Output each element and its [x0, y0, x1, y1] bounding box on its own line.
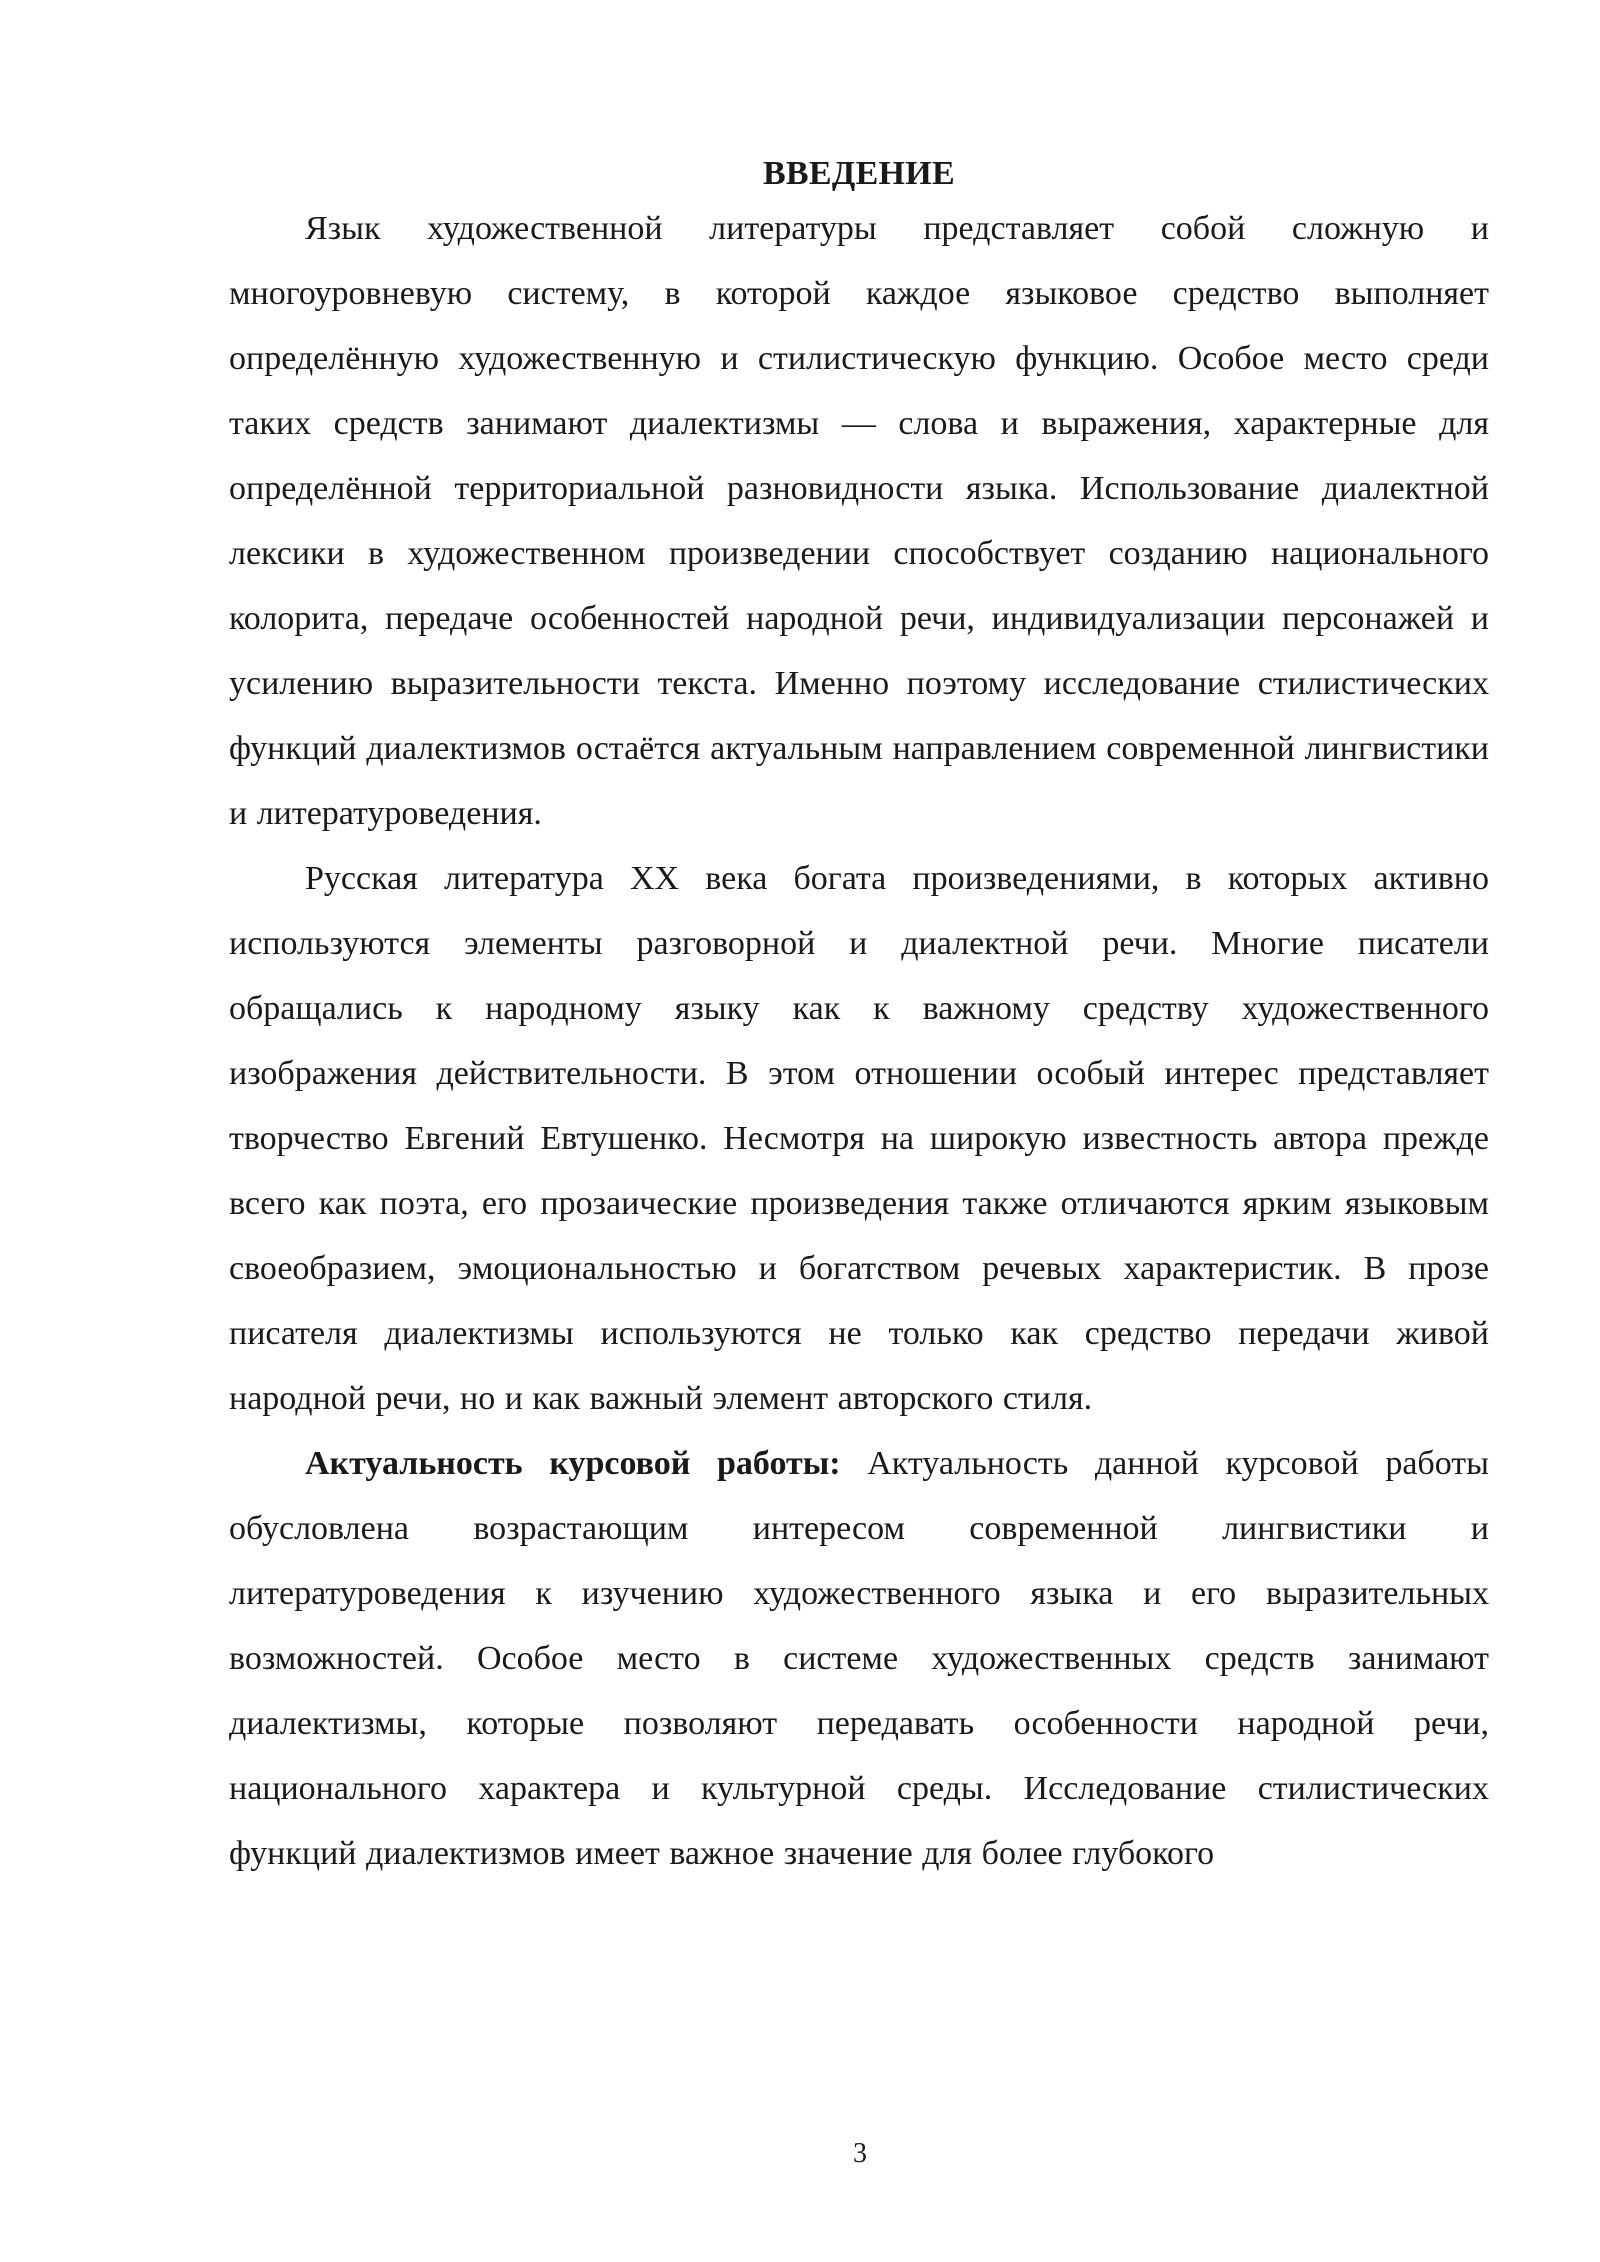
page-heading: ВВЕДЕНИЕ: [762, 155, 956, 192]
paragraph-relevance: [229, 1431, 1489, 1886]
page-number: 3: [853, 2138, 867, 2169]
paragraph-lead: Актуальность курсовой работы:: [305, 1445, 841, 1482]
page-content: [229, 152, 1489, 1886]
paragraph-introduction: [229, 196, 1489, 846]
paragraph-text: Язык художественной литературы представляет собой сложную и многоуровневую систему, в которой каждое языковое средство выполняет определённую художественную и стилистическую функцию. Особое место среди таких средств занимают диалектизмы — слова и выражения, характерные для определённой территориальной разновидности языка. Использование диалектной лексики в художественном произведении способствует созданию национального колорита, передаче особенностей народной речи, индивидуализации персонажей и усилению выразительности текста. Именно поэтому исследование стилистических функций диалектизмов остаётся актуальным направлением современной лингвистики и литературоведения.: [229, 210, 1489, 832]
paragraph-text: Русская литература XX века богата произведениями, в которых активно используются элементы разговорной и диалектной речи. Многие писатели обращались к народному языку как к важному средству художественного изображения действительности. В этом отношении особый интерес представляет творчество Евгений Евтушенко. Несмотря на широкую известность автора прежде всего как поэта, его прозаические произведения также отличаются ярким языковым своеобразием, эмоциональностью и богатством речевых характеристик. В прозе писателя диалектизмы используются не только как средство передачи живой народной речи, но и как важный элемент авторского стиля.: [229, 860, 1489, 1417]
paragraph-text: Актуальность данной курсовой работы обусловлена возрастающим интересом современной лингвистики и литературоведения к изучению художественного языка и его выразительных возможностей. Особое место в системе художественных средств занимают диалектизмы, которые позволяют передавать особенности народной речи, национального характера и культурной среды. Исследование стилистических функций диалектизмов имеет важное значение для более глубокого: [229, 1445, 1489, 1872]
paragraph-literature: [229, 846, 1489, 1431]
